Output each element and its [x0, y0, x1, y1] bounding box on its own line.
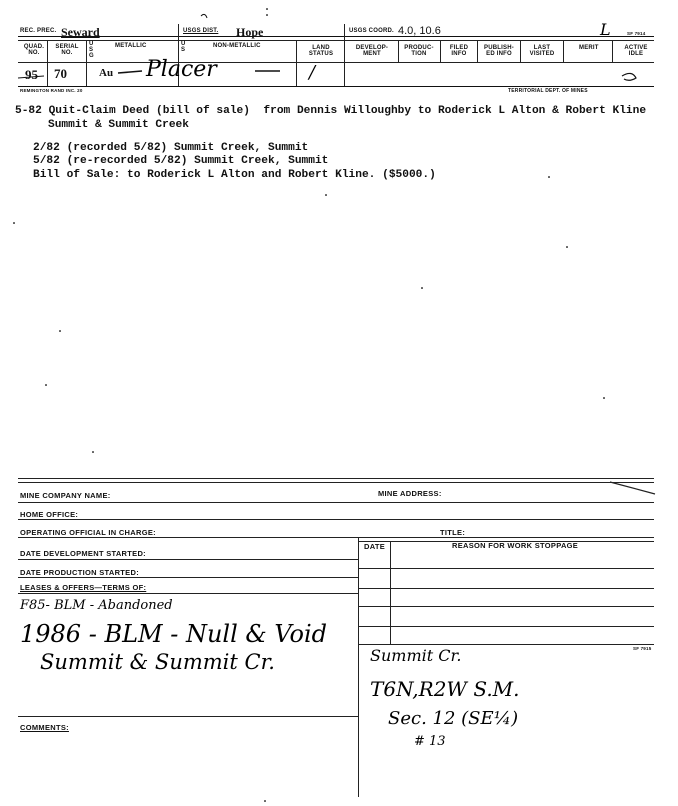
footer-right: TERRITORIAL DEPT. OF MINES [508, 88, 588, 94]
metal-value: Au [99, 67, 114, 79]
filed-info-header: FILED INFO [449, 45, 469, 57]
date-production-started-label: DATE PRODUCTION STARTED: [20, 568, 140, 577]
us-header: U S [181, 41, 186, 53]
quad-value: 95 [25, 67, 38, 82]
card-fold-edge [610, 482, 655, 494]
home-office-label: HOME OFFICE: [20, 510, 79, 519]
handwritten-leases-line-1: F85- BLM - Abandoned [20, 598, 173, 613]
date-development-started-label: DATE DEVELOPMENT STARTED: [20, 549, 146, 558]
footer-left: REMINGTON RAND INC. 20 [20, 88, 83, 93]
corner-mark: L [600, 20, 611, 39]
published-info-header: PUBLISH- ED INFO [484, 45, 514, 57]
operating-official-label: OPERATING OFFICIAL IN CHARGE: [20, 528, 156, 537]
comments-label: COMMENTS: [20, 723, 69, 732]
handwritten-right-line-3: Sec. 12 (SE¼) [388, 708, 519, 729]
production-header: PRODUC- TION [404, 45, 434, 57]
usgs-coord-value: 4.0, 10.6 [398, 25, 441, 37]
entry-line-1: 5-82 Quit-Claim Deed (bill of sale) from Dennis Willoughby to Roderick L Alton & Robert Kline [15, 105, 647, 117]
placer-value: Placer [146, 57, 217, 82]
date-column-label: DATE [364, 542, 386, 551]
quad-no-header: QUAD. NO. [23, 44, 45, 56]
last-visited-header: LAST VISITED [529, 45, 555, 57]
rec-prec-value: Seward [61, 25, 100, 39]
placer-dash-left [118, 71, 142, 73]
usgs-coord-label: USGS COORD. [349, 28, 394, 34]
dist-top-tick [201, 14, 207, 18]
handwritten-leases-line-3: Summit & Summit Cr. [40, 650, 275, 674]
usgs-dist-label: USGS DIST. [183, 28, 219, 34]
note-line-2: 5/82 (re-recorded 5/82) Summit Creek, Summit [33, 155, 329, 167]
development-header: DEVELOP- MENT [355, 45, 389, 57]
usgs-dist-value: Hope [236, 25, 264, 39]
handwritten-leases-line-2: 1986 - BLM - Null & Void [20, 620, 328, 648]
rec-prec-label: REC. PREC. [20, 28, 57, 34]
usg-header: U S G [89, 41, 94, 59]
form-number-top: SF 7914 [627, 31, 646, 36]
metallic-header: METALLIC [115, 43, 147, 49]
land-status-mark: / [309, 62, 316, 83]
serial-value: 70 [54, 66, 67, 81]
non-metallic-header: NON-METALLIC [213, 43, 261, 49]
active-idle-scribble [622, 73, 636, 80]
reason-column-label: REASON FOR WORK STOPPAGE [452, 541, 579, 550]
quad-underline [18, 76, 44, 78]
active-idle-header: ACTIVE IDLE [624, 45, 648, 57]
handwritten-right-line-2: T6N,R2W S.M. [370, 677, 520, 701]
form-number-bottom: SF 7915 [633, 646, 652, 651]
serial-no-header: SERIAL NO. [55, 44, 79, 56]
land-status-header: LAND STATUS [308, 45, 334, 57]
leases-offers-label: LEASES & OFFERS—TERMS OF: [20, 583, 147, 592]
note-line-3: Bill of Sale: to Roderick L Alton and Robert Kline. ($5000.) [33, 169, 436, 181]
handwritten-right-line-1: Summit Cr. [370, 646, 462, 665]
mine-company-name-label: MINE COMPANY NAME: [20, 491, 111, 500]
entry-line-2: Summit & Summit Creek [48, 119, 189, 131]
merit-header: MERIT [579, 45, 599, 51]
note-line-1: 2/82 (recorded 5/82) Summit Creek, Summit [33, 142, 309, 154]
mine-address-label: MINE ADDRESS: [378, 489, 442, 498]
title-label: TITLE: [440, 528, 466, 537]
handwritten-right-line-4: # 13 [414, 734, 446, 749]
